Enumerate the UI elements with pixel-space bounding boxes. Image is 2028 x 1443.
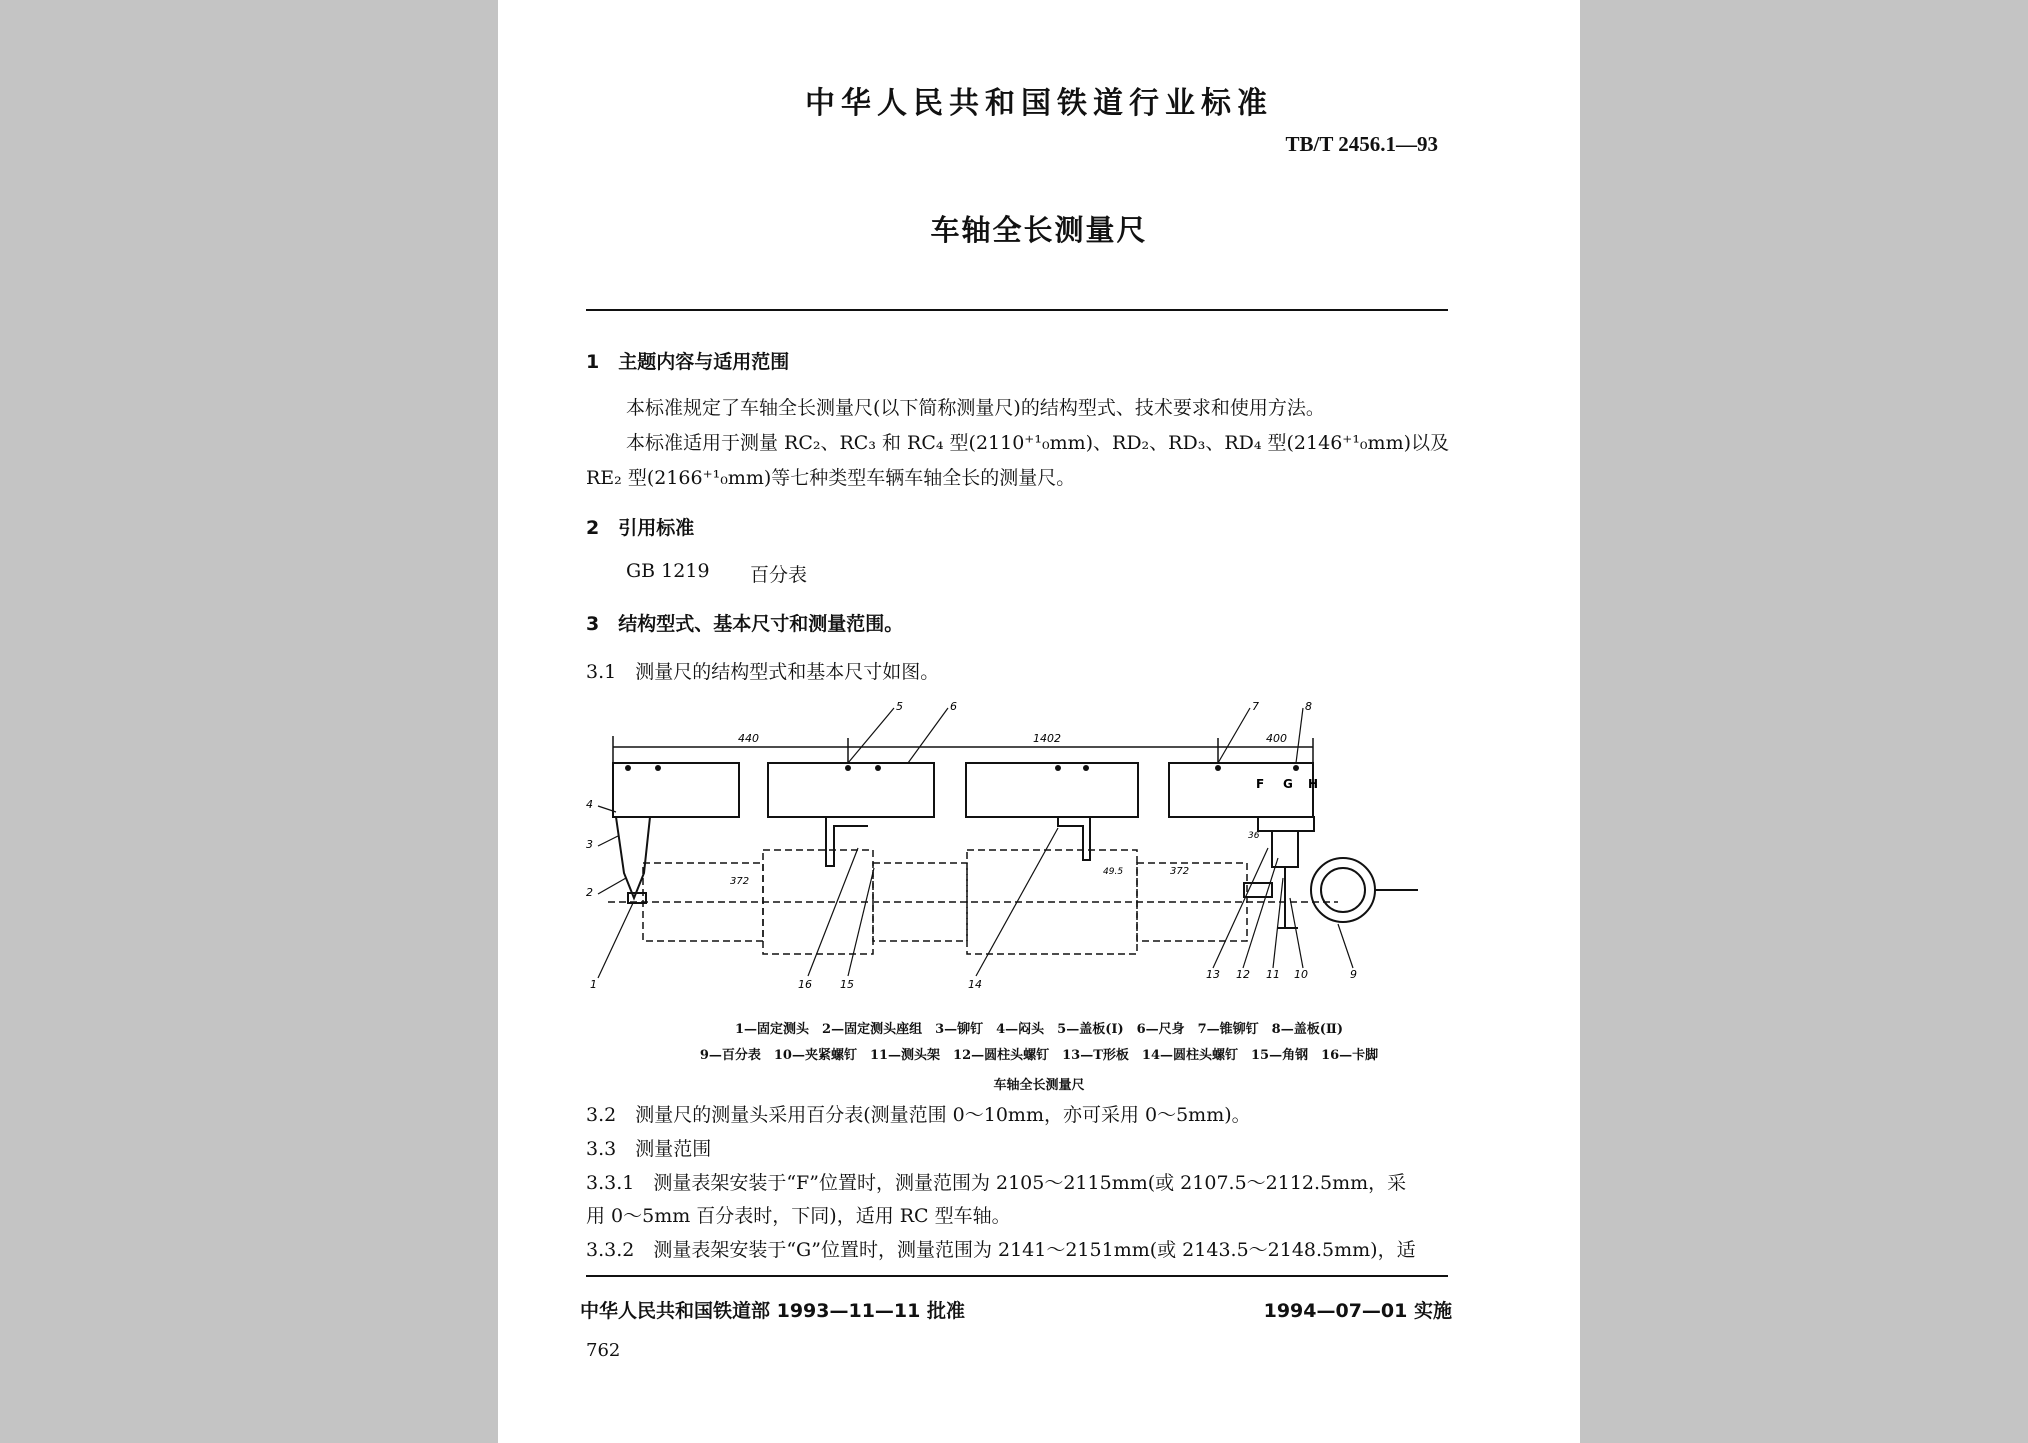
callout-8: 8 [1305, 700, 1312, 713]
reference-code: GB 1219 [626, 560, 710, 582]
callout-6: 6 [950, 700, 957, 713]
footer-rule [586, 1275, 1448, 1277]
header-rule [586, 309, 1448, 311]
section-3-1: 3.1 测量尺的结构型式和基本尺寸如图。 [586, 661, 940, 683]
ruler-body-segment-2 [768, 763, 934, 817]
callout-15: 15 [840, 978, 854, 991]
callout-3: 3 [586, 838, 593, 851]
callout-13: 13 [1206, 968, 1220, 981]
callout-4: 4 [586, 798, 593, 811]
callout-9: 9 [1350, 968, 1357, 981]
section-1-para-2-line-1: 本标准适用于测量 RC₂、RC₃ 和 RC₄ 型(2110⁺¹₀mm)、RD₂、RD₃、RD₄ 型(2146⁺¹₀mm)以及 [626, 432, 1449, 454]
document-page [498, 0, 1580, 1443]
callout-5: 5 [896, 700, 903, 713]
callout-10: 10 [1294, 968, 1308, 981]
section-3-3-1-line-2: 用 0～5mm 百分表时，下同)，适用 RC 型车轴。 [586, 1205, 1011, 1227]
section-3-3-1-line-1: 3.3.1 测量表架安装于“F”位置时，测量范围为 2105～2115mm(或 2107.5～2112.5mm，采 [586, 1172, 1407, 1194]
callout-7: 7 [1252, 700, 1259, 713]
reference-name: 百分表 [750, 564, 808, 586]
dim-label-4: 372 [730, 876, 750, 887]
figure-legend-line-1: 1—固定测头 2—固定测头座组 3—铆钉 4—闷头 5—盖板(Ⅰ) 6—尺身 7—锥铆钉 8—盖板(Ⅱ) [734, 1022, 1343, 1037]
callout-14: 14 [968, 978, 982, 991]
figure-caption: 车轴全长测量尺 [993, 1078, 1085, 1093]
position-f-label: F [1256, 777, 1265, 791]
figure-legend-line-2: 9—百分表 10—夹紧螺钉 11—测头架 12—圆柱头螺钉 13—T形板 14—圆柱头螺钉 15—角钢 16—卡脚 [699, 1048, 1379, 1063]
measuring-ruler-figure [578, 698, 1448, 998]
section-3-3-2-line-1: 3.3.2 测量表架安装于“G”位置时，测量范围为 2141～2151mm(或 2143.5～2148.5mm)，适 [586, 1239, 1416, 1261]
dim-label-3: 400 [1266, 732, 1287, 745]
dim-label-2: 1402 [1033, 732, 1061, 745]
section-2-heading: 2 引用标准 [586, 517, 695, 539]
page-number: 762 [586, 1340, 621, 1361]
section-3-2: 3.2 测量尺的测量头采用百分表(测量范围 0～10mm，亦可采用 0～5mm)。 [586, 1104, 1251, 1126]
dim-label-1: 440 [738, 732, 759, 745]
ruler-body-segment-3 [966, 763, 1138, 817]
callout-1: 1 [590, 978, 597, 991]
section-1-para-2-line-2: RE₂ 型(2166⁺¹₀mm)等七种类型车辆车轴全长的测量尺。 [586, 467, 1076, 489]
document-title: 车轴全长测量尺 [930, 213, 1148, 247]
dim-label-5: 372 [1170, 866, 1190, 877]
ruler-body-segment-1 [613, 763, 739, 817]
callout-12: 12 [1236, 968, 1250, 981]
callout-2: 2 [586, 886, 593, 899]
position-g-label: G [1283, 777, 1293, 791]
position-h-label: H [1308, 777, 1319, 791]
section-1-heading: 1 主题内容与适用范围 [586, 351, 790, 373]
callout-11: 11 [1266, 968, 1280, 981]
org-title: 中华人民共和国铁道行业标准 [805, 86, 1273, 121]
section-1-para-1: 本标准规定了车轴全长测量尺(以下简称测量尺)的结构型式、技术要求和使用方法。 [626, 397, 1325, 419]
approval-text: 中华人民共和国铁道部 1993—11—11 批准 [580, 1300, 965, 1322]
section-3-3: 3.3 测量范围 [586, 1138, 712, 1160]
section-3-heading: 3 结构型式、基本尺寸和测量范围。 [586, 613, 904, 635]
dim-label-6: 49.5 [1103, 867, 1124, 877]
standard-code: TB/T 2456.1—93 [1285, 132, 1438, 156]
effective-date: 1994—07—01 实施 [1263, 1300, 1452, 1322]
callout-16: 16 [798, 978, 812, 991]
dim-label-7: 36 [1248, 831, 1260, 841]
